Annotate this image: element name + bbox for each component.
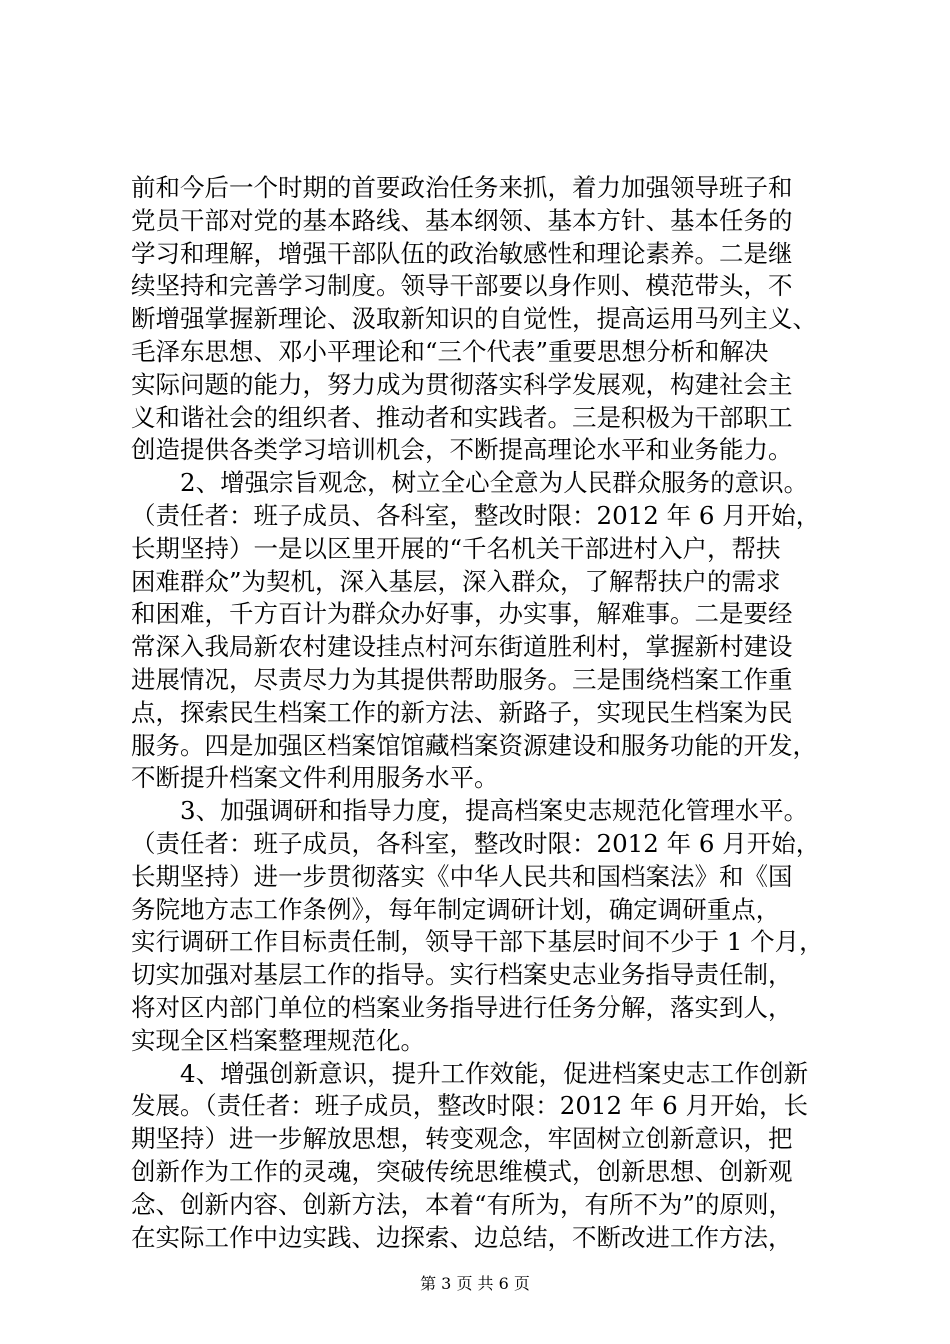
text-line: 服务。四是加强区档案馆馆藏档案资源建设和服务功能的开发， [131, 730, 817, 760]
text-line: 前和今后一个时期的首要政治任务来抓，着力加强领导班子和 [131, 173, 793, 202]
text-line: （责任者：班子成员，各科室，整改时限：2012 年 6 月开始， [131, 828, 821, 858]
text-line: 义和谐社会的组织者、推动者和实践者。三是积极为干部职工 [131, 402, 793, 432]
text-line: 发展。（责任者：班子成员，整改时限：2012 年 6 月开始，长 [131, 1091, 809, 1121]
text-line: 续坚持和完善学习制度。领导干部要以身作则、模范带头，不 [131, 271, 793, 301]
text-line: 长期坚持）一是以区里开展的“千名机关干部进村入户，帮扶 [131, 533, 781, 563]
text-line: 创新作为工作的灵魂，突破传统思维模式，创新思想、创新观 [131, 1156, 793, 1186]
text-line: 困难群众”为契机，深入基层，深入群众，了解帮扶户的需求 [131, 566, 781, 596]
page-footer: 第 3 页 共 6 页 [420, 1274, 530, 1293]
text-line: 务院地方志工作条例》，每年制定调研计划，确定调研重点， [131, 894, 781, 924]
text-line: 进展情况，尽责尽力为其提供帮助服务。三是围绕档案工作重 [131, 664, 793, 694]
text-line: 在实际工作中边实践、边探索、边总结，不断改进工作方法， [131, 1222, 793, 1252]
text-line: 创造提供各类学习培训机会，不断提高理论水平和业务能力。 [131, 435, 793, 465]
body-text [131, 172, 861, 1254]
text-line: 常深入我局新农村建设挂点村河东街道胜利村，掌握新村建设 [131, 632, 793, 662]
text-line: 实行调研工作目标责任制，领导干部下基层时间不少于 1 个月， [131, 927, 824, 957]
text-line: 毛泽东思想、邓小平理论和“三个代表”重要思想分析和解决 [131, 336, 769, 366]
text-line: 期坚持）进一步解放思想，转变观念，牢固树立创新意识，把 [131, 1124, 793, 1154]
text-line: 念、创新内容、创新方法，本着“有所为，有所不为”的原则， [131, 1189, 794, 1219]
text-line: 不断提升档案文件利用服务水平。 [131, 763, 499, 793]
paragraph-first-line: 2、增强宗旨观念，树立全心全意为人民群众服务的意识。 [180, 468, 809, 498]
text-line: （责任者：班子成员、各科室，整改时限：2012 年 6 月开始， [131, 500, 821, 530]
text-line: 切实加强对基层工作的指导。实行档案史志业务指导责任制， [131, 960, 793, 990]
text-line: 断增强掌握新理论、汲取新知识的自觉性，提高运用马列主义、 [131, 304, 817, 334]
text-line: 点，探索民生档案工作的新方法、新路子，实现民生档案为民 [131, 697, 793, 727]
text-line: 和困难，千方百计为群众办好事，办实事，解难事。二是要经 [131, 599, 793, 629]
paragraph-first-line: 3、加强调研和指导力度，提高档案史志规范化管理水平。 [180, 796, 809, 826]
text-line: 学习和理解，增强干部队伍的政治敏感性和理论素养。二是继 [131, 238, 793, 268]
text-line: 党员干部对党的基本路线、基本纲领、基本方针、基本任务的 [131, 205, 793, 235]
text-line: 将对区内部门单位的档案业务指导进行任务分解，落实到人， [131, 992, 793, 1022]
text-line: 长期坚持）进一步贯彻落实《中华人民共和国档案法》和《国 [131, 861, 793, 891]
text-line: 实现全区档案整理规范化。 [131, 1025, 425, 1055]
text-line: 实际问题的能力，努力成为贯彻落实科学发展观，构建社会主 [131, 369, 793, 399]
paragraph-first-line: 4、增强创新意识，提升工作效能，促进档案史志工作创新 [180, 1058, 809, 1088]
